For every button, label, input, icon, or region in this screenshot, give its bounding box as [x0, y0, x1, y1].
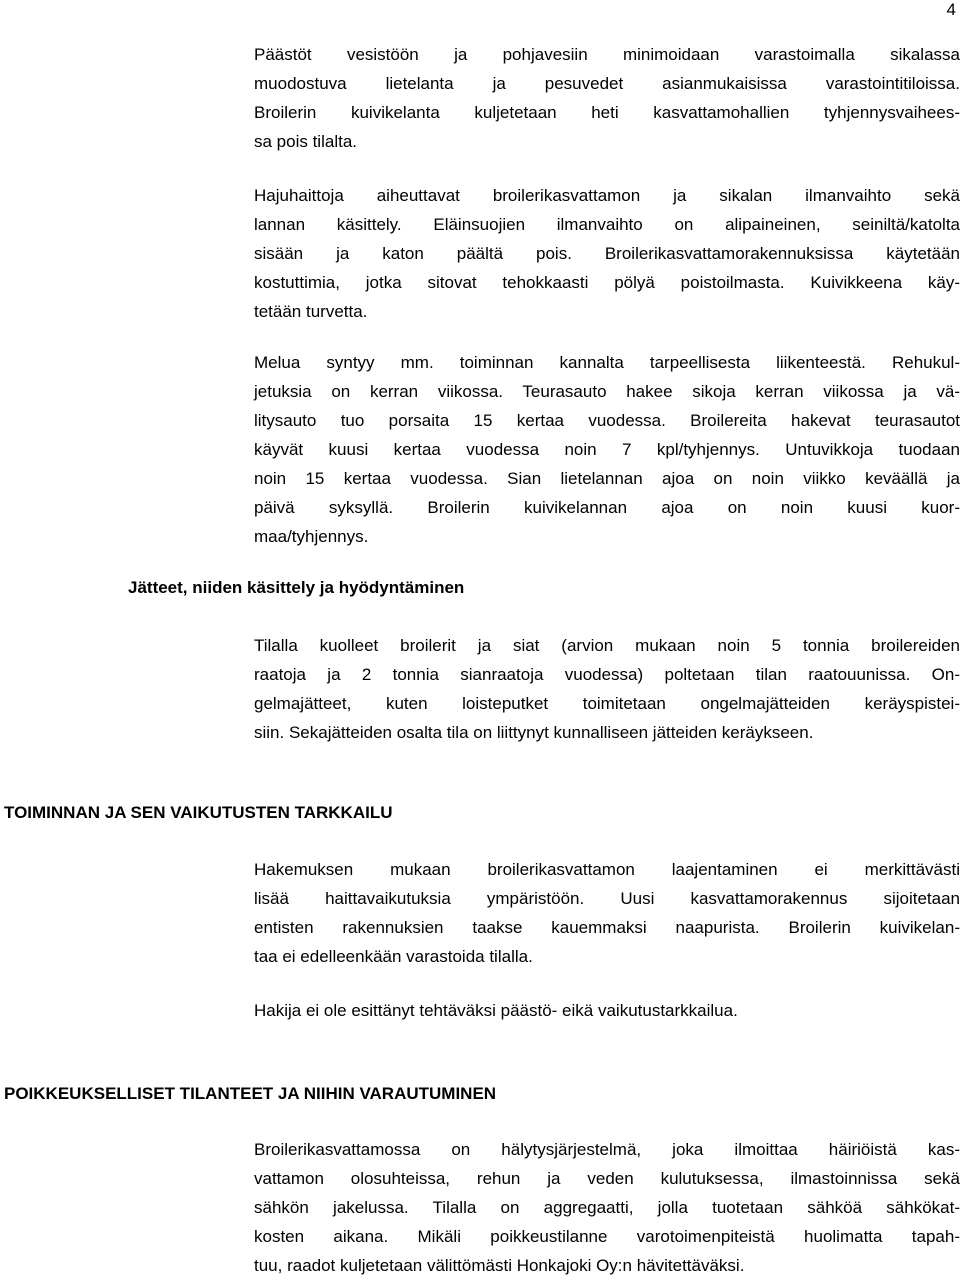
text-line: sähkön jakelussa. Tilalla on aggregaatti, jolla tuotetaan sähköä sähkökat- [254, 1198, 960, 1217]
text-line: käyvät kuusi kertaa vuodessa noin 7 kpl/tyhjennys. Untuvikkoja tuodaan [254, 440, 960, 459]
paragraph-exceptional [254, 1135, 960, 1280]
text-line: maa/tyhjennys. [254, 527, 369, 546]
paragraph-odour [254, 181, 960, 326]
text-line: tetään turvetta. [254, 302, 368, 321]
paragraph-monitoring [254, 855, 960, 971]
text-line: lannan käsittely. Eläinsuojien ilmanvaihto on alipaineinen, seiniltä/katolta [254, 215, 960, 234]
text-line: gelmajätteet, kuten loisteputket toimitetaan ongelmajätteiden keräyspistei- [254, 694, 960, 713]
paragraph-monitoring-note [254, 996, 960, 1025]
text-line: Broilerikasvattamossa on hälytysjärjestelmä, joka ilmoittaa häiriöistä kas- [254, 1140, 960, 1159]
text-line: kosten aikana. Mikäli poikkeustilanne varotoimenpiteistä huolimatta tapah- [254, 1227, 960, 1246]
section-heading-exceptional: POIKKEUKSELLISET TILANTEET JA NIIHIN VARAUTUMINEN [4, 1084, 497, 1103]
text-line: Hajuhaittoja aiheuttavat broilerikasvattamon ja sikalan ilmanvaihto sekä [254, 186, 960, 205]
text-line: taa ei edelleenkään varastoida tilalla. [254, 947, 533, 966]
text-line: Päästöt vesistöön ja pohjavesiin minimoidaan varastoimalla sikalassa [254, 45, 960, 64]
text-line: kostuttimia, jotka sitovat tehokkaasti pölyä poistoilmasta. Kuivikkeena käy- [254, 273, 960, 292]
text-line: vattamon olosuhteissa, rehun ja veden kulutuksessa, ilmastoinnissa sekä [254, 1169, 960, 1188]
text-line: Hakija ei ole esittänyt tehtäväksi päästö- eikä vaikutustarkkailua. [254, 1001, 738, 1020]
text-line: muodostuva lietelanta ja pesuvedet asianmukaisissa varastointitiloissa. [254, 74, 960, 93]
text-line: entisten rakennuksien taakse kauemmaksi naapurista. Broilerin kuivikelan- [254, 918, 960, 937]
text-line: Hakemuksen mukaan broilerikasvattamon laajentaminen ei merkittävästi [254, 860, 960, 879]
text-line: litysauto tuo porsaita 15 kertaa vuodessa. Broilereita hakevat teurasautot [254, 411, 960, 430]
section-heading-monitoring: TOIMINNAN JA SEN VAIKUTUSTEN TARKKAILU [4, 803, 393, 822]
paragraph-emissions [254, 40, 960, 156]
section-heading-waste: Jätteet, niiden käsittely ja hyödyntäminen [128, 578, 465, 597]
text-line: Tilalla kuolleet broilerit ja siat (arvion mukaan noin 5 tonnia broilereiden [254, 636, 960, 655]
text-line: lisää haittavaikutuksia ympäristöön. Uusi kasvattamorakennus sijoitetaan [254, 889, 960, 908]
text-line: jetuksia on kerran viikossa. Teurasauto hakee sikoja kerran viikossa ja vä- [254, 382, 960, 401]
paragraph-noise [254, 348, 960, 551]
text-line: tuu, raadot kuljetetaan välittömästi Honkajoki Oy:n hävitettäväksi. [254, 1256, 745, 1275]
text-line: Broilerin kuivikelanta kuljetetaan heti kasvattamohallien tyhjennysvaihees- [254, 103, 960, 122]
paragraph-waste [254, 631, 960, 747]
text-line: raatoja ja 2 tonnia sianraatoja vuodessa) poltetaan tilan raatouunissa. On- [254, 665, 960, 684]
text-line: sa pois tilalta. [254, 132, 357, 151]
text-line: noin 15 kertaa vuodessa. Sian lietelannan ajoa on noin viikko keväällä ja [254, 469, 960, 488]
text-line: sisään ja katon päältä pois. Broilerikasvattamorakennuksissa käytetään [254, 244, 960, 263]
page-number: 4 [946, 0, 956, 19]
text-line: siin. Sekajätteiden osalta tila on liittynyt kunnalliseen jätteiden keräykseen. [254, 723, 814, 742]
text-line: päivä syksyllä. Broilerin kuivikelannan ajoa on noin kuusi kuor- [254, 498, 960, 517]
text-line: Melua syntyy mm. toiminnan kannalta tarpeellisesta liikenteestä. Rehukul- [254, 353, 960, 372]
